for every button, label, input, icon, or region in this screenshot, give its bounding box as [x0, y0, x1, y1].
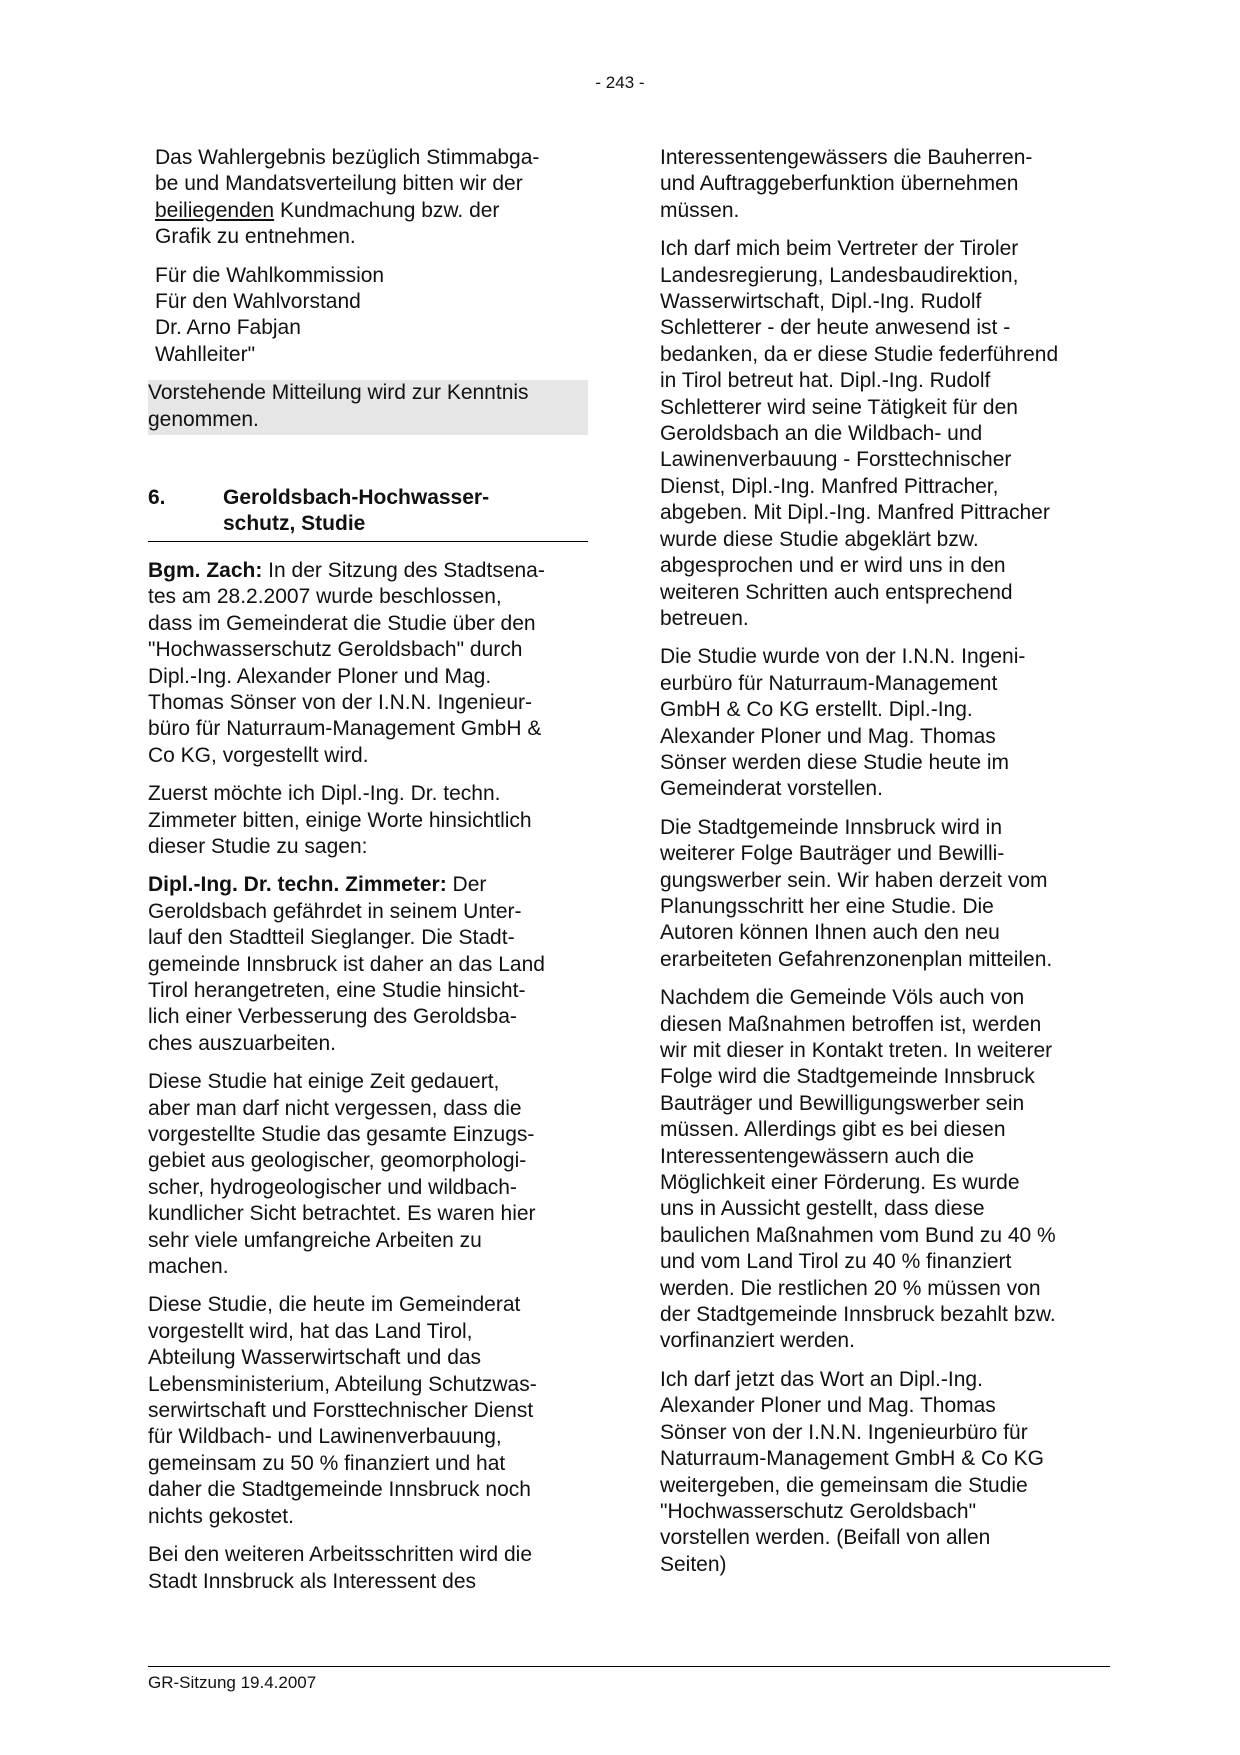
- text-line: Ich darf jetzt das Wort an Dipl.-Ing.: [660, 1367, 983, 1391]
- text-line: und vom Land Tirol zu 40 % finanziert: [660, 1250, 1012, 1274]
- election-result-paragraph: [148, 145, 588, 251]
- signature-line: Für die Wahlkommission: [155, 263, 385, 287]
- text-line: Bei den weiteren Arbeitsschritten wird die: [148, 1543, 533, 1567]
- text-line: Alexander Ploner und Mag. Thomas: [660, 1394, 996, 1418]
- text-line: vorgestellte Studie das gesamte Einzugs-: [148, 1123, 535, 1146]
- text-line-rest: Kundmachung bzw. der: [279, 198, 500, 222]
- text-line-rest: In der Sitzung des Stadtsena-: [262, 558, 545, 582]
- text-line: gungswerber sein. Wir haben derzeit vom: [660, 868, 1048, 892]
- text-line: Möglichkeit einer Förderung. Es wurde: [660, 1171, 1020, 1195]
- text-line: für Wildbach- und Lawinenverbauung,: [148, 1425, 502, 1449]
- text-line: Alexander Ploner und Mag. Thomas: [660, 724, 996, 748]
- text-line: Das Wahlergebnis bezüglich Stimmabga-: [155, 146, 540, 169]
- text-line: in Tirol betreut hat. Dipl.-Ing. Rudolf: [660, 369, 991, 393]
- text-line: be und Mandatsverteilung bitten wir der: [155, 172, 523, 196]
- text-line: nichts gekostet.: [148, 1504, 294, 1528]
- text-line: daher die Stadtgemeinde Innsbruck noch: [148, 1478, 531, 1502]
- text-line: [148, 558, 588, 584]
- text-line: wir mit dieser in Kontakt treten. In weiterer: [660, 1039, 1053, 1062]
- text-line: Geroldsbach gefährdet in seinem Unter-: [148, 899, 522, 923]
- notice-line: genommen.: [148, 407, 259, 431]
- text-line: gemeinsam zu 50 % finanziert und hat: [148, 1451, 506, 1475]
- text-line: Bauträger und Bewilligungswerber sein: [660, 1091, 1025, 1115]
- text-line: bedanken, da er diese Studie federführend: [660, 342, 1059, 366]
- left-column: [148, 145, 588, 1607]
- text-line: Ich darf mich beim Vertreter der Tiroler: [660, 237, 1019, 261]
- notice-box: [148, 380, 588, 435]
- section-title: [223, 485, 588, 538]
- underlined-word: beiliegenden: [155, 198, 275, 222]
- right-paragraph-1: [660, 145, 1110, 224]
- signature-line: Dr. Arno Fabjan: [155, 316, 301, 340]
- text-line: Folge wird die Stadtgemeinde Innsbruck: [660, 1065, 1035, 1089]
- text-line: Abteilung Wasserwirtschaft und das: [148, 1346, 482, 1370]
- section-title-line: Geroldsbach-Hochwasser-: [223, 486, 490, 510]
- text-line: Die Stadtgemeinde Innsbruck wird in: [660, 815, 1003, 839]
- text-line: müssen.: [660, 198, 740, 222]
- notice-line: Vorstehende Mitteilung wird zur Kenntnis: [148, 381, 529, 405]
- zach-statement-2: [148, 781, 588, 860]
- text-line: aber man darf nicht vergessen, dass die: [148, 1096, 522, 1120]
- text-line: eurbüro für Naturraum-Management: [660, 671, 998, 695]
- section-title-line: schutz, Studie: [223, 512, 366, 536]
- text-line: gebiet aus geologischer, geomorphologi-: [148, 1149, 527, 1173]
- text-line: "Hochwasserschutz Geroldsbach": [660, 1499, 977, 1523]
- text-line: lauf den Stadtteil Sieglanger. Die Stadt-: [148, 926, 515, 950]
- signature-block: [148, 263, 588, 369]
- text-line: Stadt Innsbruck als Interessent des: [148, 1569, 477, 1593]
- text-line: Dipl.-Ing. Alexander Ploner und Mag.: [148, 664, 492, 688]
- text-line: weiterer Folge Bauträger und Bewilli-: [660, 842, 1005, 866]
- text-line: vorfinanziert werden.: [660, 1329, 855, 1353]
- text-line: Thomas Sönser von der I.N.N. Ingenieur-: [148, 690, 533, 714]
- text-line: kundlicher Sicht betrachtet. Es waren hier: [148, 1202, 536, 1226]
- text-line: Zimmeter bitten, einige Worte hinsichtlich: [148, 808, 532, 832]
- text-line: ches auszuarbeiten.: [148, 1031, 336, 1055]
- text-line: Schletterer wird seine Tätigkeit für den: [660, 395, 1018, 419]
- right-paragraph-2: [660, 236, 1110, 632]
- next-steps-paragraph: [148, 1542, 588, 1595]
- speaker-name: Bgm. Zach:: [148, 558, 263, 582]
- text-line: uns in Aussicht gestellt, dass diese: [660, 1197, 985, 1221]
- text-line: Zuerst möchte ich Dipl.-Ing. Dr. techn.: [148, 782, 501, 806]
- text-line: vorstellen werden. (Beifall von allen: [660, 1526, 991, 1550]
- text-line: Autoren können Ihnen auch den neu: [660, 921, 1000, 945]
- financing-paragraph: [148, 1292, 588, 1530]
- text-line: Dienst, Dipl.-Ing. Manfred Pittracher,: [660, 474, 999, 498]
- text-line-rest: Der: [446, 873, 487, 897]
- footer-text: GR-Sitzung 19.4.2007: [148, 1673, 317, 1692]
- text-line: Diese Studie hat einige Zeit gedauert,: [148, 1070, 500, 1094]
- text-line: büro für Naturraum-Management GmbH &: [148, 717, 542, 741]
- text-line: Seiten): [660, 1552, 727, 1576]
- text-line: abgesprochen und er wird uns in den: [660, 554, 1006, 578]
- text-line: Naturraum-Management GmbH & Co KG: [660, 1447, 1044, 1471]
- text-line: Grafik zu entnehmen.: [155, 225, 356, 249]
- text-line: betreuen.: [660, 606, 749, 630]
- text-line: dieser Studie zu sagen:: [148, 834, 368, 858]
- text-line: erarbeiteten Gefahrenzonenplan mitteilen.: [660, 947, 1053, 971]
- text-line: weiteren Schritten auch entsprechend: [660, 580, 1013, 604]
- text-line: tes am 28.2.2007 wurde beschlossen,: [148, 585, 502, 609]
- text-line: [155, 198, 588, 224]
- page-number: - 243 -: [595, 73, 645, 92]
- text-line: Geroldsbach an die Wildbach- und: [660, 422, 983, 446]
- text-line: Interessentengewässern auch die: [660, 1144, 975, 1168]
- text-line: Sönser von der I.N.N. Ingenieurbüro für: [660, 1420, 1028, 1444]
- text-line: Gemeinderat vorstellen.: [660, 777, 883, 801]
- text-line: "Hochwasserschutz Geroldsbach" durch: [148, 638, 523, 662]
- text-line: sehr viele umfangreiche Arbeiten zu: [148, 1228, 482, 1252]
- text-line: Interessentengewässers die Bauherren-: [660, 146, 1033, 169]
- signature-line: Für den Wahlvorstand: [155, 290, 361, 314]
- section-heading: [148, 485, 588, 542]
- text-line: vorgestellt wird, hat das Land Tirol,: [148, 1319, 473, 1343]
- zimmeter-statement: [148, 872, 588, 1057]
- text-line: werden. Die restlichen 20 % müssen von: [660, 1276, 1041, 1300]
- text-line: und Auftraggeberfunktion übernehmen: [660, 172, 1019, 196]
- text-line: dass im Gemeinderat die Studie über den: [148, 611, 536, 635]
- text-line: wurde diese Studie abgeklärt bzw.: [660, 527, 979, 551]
- text-line: Wasserwirtschaft, Dipl.-Ing. Rudolf: [660, 290, 982, 314]
- text-line: müssen. Allerdings gibt es bei diesen: [660, 1118, 1006, 1142]
- text-line: lich einer Verbesserung des Geroldsba-: [148, 1005, 517, 1029]
- signature-line: Wahlleiter": [155, 342, 256, 366]
- text-line: Co KG, vorgestellt wird.: [148, 743, 369, 767]
- text-line: Lawinenverbauung - Forsttechnischer: [660, 448, 1012, 472]
- footer-divider: [148, 1666, 1110, 1667]
- speaker-name: Dipl.-Ing. Dr. techn. Zimmeter:: [148, 873, 447, 897]
- text-line: machen.: [148, 1255, 229, 1279]
- text-line: baulichen Maßnahmen vom Bund zu 40 %: [660, 1223, 1056, 1247]
- text-line: Planungsschritt her eine Studie. Die: [660, 894, 994, 918]
- text-line: [148, 872, 588, 898]
- zach-statement: [148, 558, 588, 769]
- text-line: Die Studie wurde von der I.N.N. Ingeni-: [660, 645, 1026, 669]
- text-line: Landesregierung, Landesbaudirektion,: [660, 263, 1019, 287]
- right-paragraph-6: [660, 1367, 1110, 1578]
- text-line: GmbH & Co KG erstellt. Dipl.-Ing.: [660, 698, 973, 722]
- right-paragraph-5: [660, 985, 1110, 1355]
- right-column: [660, 145, 1110, 1590]
- text-line: Schletterer - der heute anwesend ist -: [660, 316, 1011, 340]
- text-line: diesen Maßnahmen betroffen ist, werden: [660, 1012, 1042, 1036]
- text-line: abgeben. Mit Dipl.-Ing. Manfred Pittracher: [660, 501, 1050, 525]
- section-heading-row: [148, 485, 588, 538]
- section-number: 6.: [148, 486, 166, 510]
- text-line: Diese Studie, die heute im Gemeinderat: [148, 1293, 521, 1317]
- text-line: scher, hydrogeologischer und wildbach-: [148, 1175, 517, 1199]
- text-line: weitergeben, die gemeinsam die Studie: [660, 1473, 1028, 1497]
- text-line: serwirtschaft und Forsttechnischer Dienst: [148, 1399, 534, 1423]
- text-line: Tirol herangetreten, eine Studie hinsicht-: [148, 978, 526, 1002]
- text-line: Sönser werden diese Studie heute im: [660, 750, 1010, 774]
- text-line: gemeinde Innsbruck ist daher an das Land: [148, 952, 545, 976]
- study-time-paragraph: [148, 1069, 588, 1280]
- right-paragraph-3: [660, 644, 1110, 802]
- right-paragraph-4: [660, 815, 1110, 973]
- text-line: der Stadtgemeinde Innsbruck bezahlt bzw.: [660, 1303, 1056, 1327]
- text-line: Nachdem die Gemeinde Völs auch von: [660, 986, 1025, 1010]
- text-line: Lebensministerium, Abteilung Schutzwas-: [148, 1372, 537, 1396]
